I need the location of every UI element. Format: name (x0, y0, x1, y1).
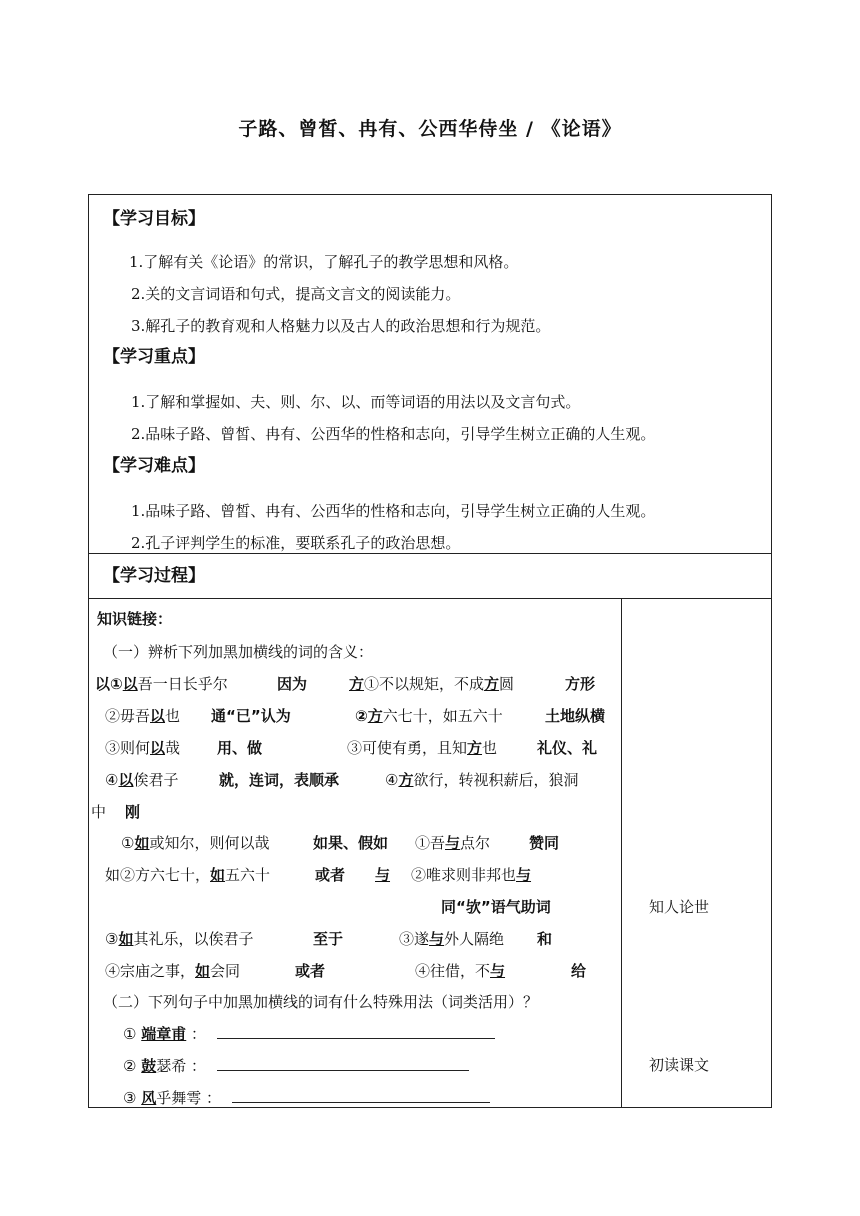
meaning: 用、做 (217, 739, 263, 757)
meaning: 方形 (565, 675, 596, 693)
word-row: ④往借，不与 (415, 962, 506, 980)
meaning: 和 (537, 930, 553, 948)
meaning: 礼仪、礼 (537, 739, 598, 757)
keypoint-item: 2.品味子路、曾皙、冉有、公西华的性格和志向，引导学生树立正确的人生观。 (131, 425, 656, 443)
meaning: 因为 (277, 675, 308, 693)
word-row: 与 (375, 866, 391, 884)
word-row: ③遂与外人隔绝 (399, 930, 505, 948)
lesson-table (88, 194, 772, 1108)
word-row: ③如其礼乐，以俟君子 (105, 930, 254, 948)
word-row: 以①以吾一日长乎尔 (95, 675, 228, 693)
word-row: 中 (91, 803, 107, 821)
difficulties-heading: 【学习难点】 (103, 456, 205, 476)
meaning: 或者 (315, 866, 346, 884)
row-divider (89, 598, 771, 599)
section-two-heading: （二）下列句子中加黑加横线的词有什么特殊用法（词类活用）？ (103, 993, 539, 1011)
meaning: 土地纵横 (545, 707, 606, 725)
word-row: ③可使有勇，且知方也 (347, 739, 498, 757)
row-divider (89, 553, 771, 554)
meaning: 刚 (125, 803, 141, 821)
question-item: ② 鼓瑟希 ： (123, 1056, 469, 1076)
word-row: ③则何以哉 (105, 739, 181, 757)
word-row: 方①不以规矩，不成方圆 (349, 675, 515, 693)
keypoints-heading: 【学习重点】 (103, 347, 205, 367)
word-row: ②毋吾以也 (105, 707, 181, 725)
goal-item: 3.解孔子的教育观和人格魅力以及古人的政治思想和行为规范。 (131, 317, 551, 335)
meaning: 赞同 (529, 834, 560, 852)
knowledge-link-label: 知识链接： (97, 610, 173, 628)
process-heading: 【学习过程】 (103, 566, 205, 586)
word-row: 如②方六七十，如五六十 (105, 866, 271, 884)
section-one-heading: （一）辨析下列加黑加横线的词的含义： (103, 643, 374, 661)
goal-item: 1.了解有关《论语》的常识，了解孔子的教学思想和风格。 (129, 253, 519, 271)
word-row: ①如或知尔，则何以哉 (121, 834, 270, 852)
word-row: ④以俟君子 (105, 771, 179, 789)
meaning: 或者 (295, 962, 326, 980)
side-note: 知人论世 (649, 898, 710, 916)
question-item: ① 端章甫 ： (123, 1024, 495, 1044)
difficulty-item: 1.品味子路、曾皙、冉有、公西华的性格和志向，引导学生树立正确的人生观。 (131, 502, 656, 520)
side-note: 初读课文 (649, 1056, 710, 1074)
meaning: 就，连词，表顺承 (219, 771, 340, 789)
word-row: ①吾与点尔 (415, 834, 491, 852)
answer-blank[interactable] (217, 1056, 469, 1071)
meaning: 同“欤”语气助词 (441, 898, 551, 916)
goals-heading: 【学习目标】 (103, 209, 205, 229)
word-row: ④宗庙之事，如会同 (105, 962, 241, 980)
page-title: 子路、曾皙、冉有、公西华侍坐 / 《论语》 (238, 118, 622, 140)
word-row: ②方六七十，如五六十 (355, 707, 503, 725)
column-divider (621, 598, 622, 1108)
word-row: ②唯求则非邦也与 (411, 866, 532, 884)
meaning: 如果、假如 (313, 834, 389, 852)
meaning: 给 (571, 962, 587, 980)
word-row: ④方欲行，转视积薪后，狼洞 (385, 771, 579, 789)
goal-item: 2.关的文言词语和句式，提高文言文的阅读能力。 (131, 285, 461, 303)
answer-blank[interactable] (232, 1088, 490, 1103)
question-item: ③ 风乎舞雩 ： (123, 1088, 490, 1108)
keypoint-item: 1.了解和掌握如、夫、则、尔、以、而等词语的用法以及文言句式。 (131, 393, 581, 411)
meaning: 至于 (313, 930, 344, 948)
answer-blank[interactable] (217, 1024, 495, 1039)
difficulty-item: 2.孔子评判学生的标准，要联系孔子的政治思想。 (131, 534, 461, 552)
meaning: 通“已”认为 (211, 707, 291, 725)
